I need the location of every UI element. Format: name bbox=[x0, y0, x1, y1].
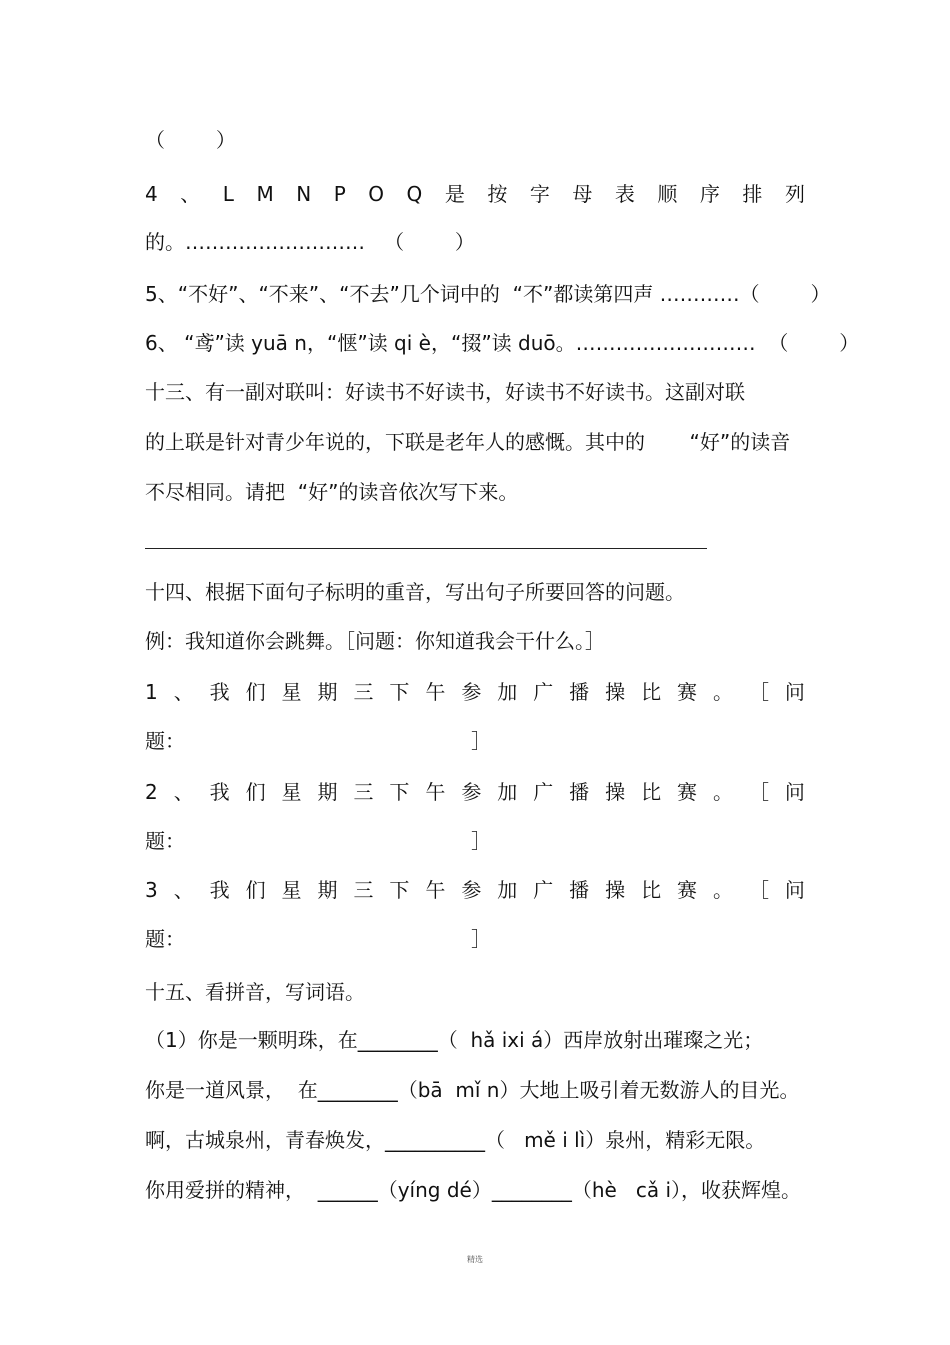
spaced-char: 下 bbox=[389, 680, 410, 704]
spaced-char: 4 bbox=[145, 182, 158, 206]
spaced-char: 操 bbox=[605, 878, 626, 902]
spaced-char: 期 bbox=[317, 780, 338, 804]
spaced-char: 赛 bbox=[677, 680, 698, 704]
spaced-char: 参 bbox=[461, 878, 482, 902]
spaced-char: 问 bbox=[784, 680, 805, 704]
spaced-char: 1 bbox=[145, 680, 158, 704]
section-14-heading: 十四、根据下面句子标明的重音，写出句子所要回答的问题。 bbox=[145, 580, 685, 604]
spaced-char: 按 bbox=[487, 182, 508, 206]
spaced-char: 。 bbox=[712, 780, 733, 804]
spaced-char: 下 bbox=[389, 780, 410, 804]
spaced-char: L bbox=[222, 182, 234, 206]
spaced-char: 播 bbox=[569, 680, 590, 704]
section-15-line-3: 啊，古城泉州，青春焕发，__________（ mě i lì）泉州，精彩无限。 bbox=[145, 1128, 766, 1152]
spaced-char: 、 bbox=[180, 182, 201, 206]
spaced-char: 广 bbox=[533, 680, 554, 704]
spaced-char: 排 bbox=[742, 182, 763, 206]
spaced-char: 三 bbox=[353, 780, 374, 804]
spaced-char: N bbox=[296, 182, 312, 206]
spaced-char: P bbox=[333, 182, 346, 206]
spaced-char: 三 bbox=[353, 680, 374, 704]
spaced-char: 午 bbox=[425, 680, 446, 704]
spaced-char: 广 bbox=[533, 878, 554, 902]
spaced-char: 加 bbox=[497, 878, 518, 902]
spaced-char: 问 bbox=[784, 878, 805, 902]
spaced-char: 问 bbox=[784, 780, 805, 804]
section-15-line-2: 你是一道风景， 在________（bā mǐ n）大地上吸引着无数游人的目光。 bbox=[145, 1078, 800, 1102]
section-15-heading: 十五、看拼音，写词语。 bbox=[145, 980, 365, 1004]
section-15-line-4: 你用爱拼的精神， ______（yíng dé）________（hè cǎ i），收获辉煌。 bbox=[145, 1178, 802, 1202]
item-6: 6、 “鸢”读 yuā n，“惬”读 qi è，“掇”读 duō。……………………… （ ） bbox=[145, 331, 860, 355]
spaced-char: 加 bbox=[497, 680, 518, 704]
section-13-line-1: 十三、有一副对联叫：好读书不好读书，好读书不好读书。这副对联 bbox=[145, 380, 745, 404]
spaced-char: 期 bbox=[317, 680, 338, 704]
spaced-char: 参 bbox=[461, 680, 482, 704]
spaced-char: 们 bbox=[245, 780, 266, 804]
question-2-line-2: 题： ］ bbox=[145, 829, 492, 853]
spaced-char: 顺 bbox=[657, 182, 678, 206]
spaced-char: 操 bbox=[605, 780, 626, 804]
spaced-char: 午 bbox=[425, 878, 446, 902]
spaced-char: ［ bbox=[748, 680, 769, 704]
spaced-char: Q bbox=[406, 182, 423, 206]
answer-rule bbox=[145, 548, 707, 549]
section-13-line-2: 的上联是针对青少年说的，下联是老年人的感慨。其中的 “好”的读音 bbox=[145, 430, 791, 454]
spaced-char: 、 bbox=[173, 680, 194, 704]
spaced-char: 。 bbox=[712, 878, 733, 902]
spaced-char: 我 bbox=[209, 680, 230, 704]
question-1-line-2: 题： ］ bbox=[145, 729, 492, 753]
section-15-line-1: （1）你是一颗明珠，在________（ hǎ ixi á）西岸放射出璀璨之光； bbox=[145, 1028, 764, 1052]
question-3-line-1 bbox=[145, 876, 805, 904]
spaced-char: 比 bbox=[641, 878, 662, 902]
spaced-char: 、 bbox=[173, 878, 194, 902]
item-4-line-1 bbox=[145, 180, 805, 208]
spaced-char: 我 bbox=[209, 878, 230, 902]
spaced-char: 们 bbox=[245, 878, 266, 902]
spaced-char: 下 bbox=[389, 878, 410, 902]
spaced-char: 3 bbox=[145, 878, 158, 902]
spaced-char: 列 bbox=[784, 182, 805, 206]
question-3-line-2: 题： ］ bbox=[145, 927, 492, 951]
spaced-char: O bbox=[368, 182, 385, 206]
spaced-char: 们 bbox=[245, 680, 266, 704]
spaced-char: 比 bbox=[641, 680, 662, 704]
item-5: 5、“不好”、“不来”、“不去”几个词中的 “不”都读第四声 …………（ ） bbox=[145, 282, 831, 306]
section-14-example: 例：我知道你会跳舞。［问题：你知道我会干什么。］ bbox=[145, 629, 605, 653]
section-13-line-3: 不尽相同。请把 “好”的读音依次写下来。 bbox=[145, 480, 519, 504]
spaced-char: 三 bbox=[353, 878, 374, 902]
spaced-char: 星 bbox=[281, 680, 302, 704]
spaced-char: 加 bbox=[497, 780, 518, 804]
spaced-char: 星 bbox=[281, 878, 302, 902]
spaced-char: 播 bbox=[569, 878, 590, 902]
spaced-char: 广 bbox=[533, 780, 554, 804]
spaced-char: 比 bbox=[641, 780, 662, 804]
spaced-char: 、 bbox=[173, 780, 194, 804]
spaced-char: 字 bbox=[529, 182, 550, 206]
spaced-char: 赛 bbox=[677, 878, 698, 902]
spaced-char: M bbox=[256, 182, 274, 206]
question-2-line-1 bbox=[145, 778, 805, 806]
spaced-char: 我 bbox=[209, 780, 230, 804]
spaced-char: 2 bbox=[145, 780, 158, 804]
spaced-char: 午 bbox=[425, 780, 446, 804]
spaced-char: 序 bbox=[699, 182, 720, 206]
spaced-char: 母 bbox=[572, 182, 593, 206]
spaced-char: 星 bbox=[281, 780, 302, 804]
spaced-char: 。 bbox=[712, 680, 733, 704]
spaced-char: 操 bbox=[605, 680, 626, 704]
item-4-line-2: 的。……………………… （ ） bbox=[145, 230, 475, 254]
spaced-char: 是 bbox=[444, 182, 465, 206]
spaced-char: ［ bbox=[748, 780, 769, 804]
spaced-char: 期 bbox=[317, 878, 338, 902]
page-footer: 精选 bbox=[467, 1255, 483, 1264]
spaced-char: 播 bbox=[569, 780, 590, 804]
spaced-char: 表 bbox=[614, 182, 635, 206]
spaced-char: 参 bbox=[461, 780, 482, 804]
spaced-char: 赛 bbox=[677, 780, 698, 804]
question-1-line-1 bbox=[145, 678, 805, 706]
answer-parentheses: （ ） bbox=[145, 128, 236, 152]
spaced-char: ［ bbox=[748, 878, 769, 902]
